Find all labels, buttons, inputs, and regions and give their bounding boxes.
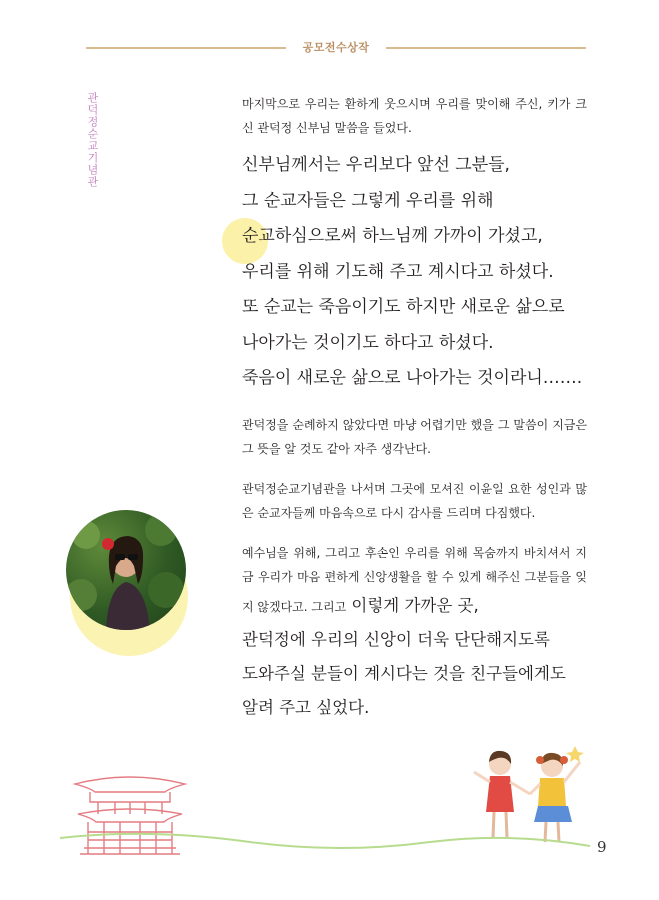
quote-line: 순교하심으로써 하느님께 가까이 가셨고, <box>242 226 543 246</box>
paragraph-4-small: 예수님을 위해, 그리고 후손인 우리를 위해 목숨까지 바치셔서 지금 우리가 마음 편하게 신앙생활을 할 수 있게 해주신 그분들을 잊지 않겠다고. 그리고 <box>242 545 587 614</box>
quote-line: 나아가는 것이기도 하다고 하셨다. <box>242 332 494 353</box>
paragraph-4-big-2: 관덕정에 우리의 신앙이 더욱 단단해지도록 <box>242 629 550 649</box>
page-header <box>86 36 586 60</box>
header-rule-right <box>386 47 586 49</box>
article-body <box>242 92 587 725</box>
paragraph-2: 관덕정을 순례하지 않았다면 마냥 어렵기만 했을 그 말씀이 지금은 그 뜻을 알 것도 같아 자주 생각난다. <box>242 417 587 456</box>
author-photo <box>70 510 190 660</box>
header-title: 공모전수상작 <box>302 41 370 54</box>
quote-line: 죽음이 새로운 삶으로 나아가는 것이라니……. <box>242 368 583 388</box>
quote-lines <box>242 148 587 397</box>
paragraph-3: 관덕정순교기념관을 나서며 그곳에 모셔진 이윤일 요한 성인과 많은 순교자들께 마음속으로 다시 감사를 드리며 다짐했다. <box>242 481 587 520</box>
header-rule-left <box>86 47 286 49</box>
side-title: 관덕정순교기념관 <box>86 92 99 188</box>
paragraph-4-big-4: 알려 주고 싶었다. <box>242 697 370 717</box>
portrait-photo <box>66 510 186 630</box>
page-number: 9 <box>597 838 607 856</box>
paragraph-4 <box>242 541 587 623</box>
quote-line: 신부님께서는 우리보다 앞선 그분들, <box>242 155 510 175</box>
quote-line: 또 순교는 죽음이기도 하지만 새로운 삶으로 <box>242 297 565 317</box>
paragraph-4-big-3: 도와주실 분들이 계시다는 것을 친구들에게도 <box>242 663 566 683</box>
quote-line: 그 순교자들은 그렇게 우리를 위해 <box>242 190 494 211</box>
paragraph-4-big-1: 이렇게 가까운 곳, <box>346 595 479 615</box>
quote-block <box>242 148 587 397</box>
quote-line: 우리를 위해 기도해 주고 계시다고 하셨다. <box>242 261 554 282</box>
footer-wave <box>0 820 659 880</box>
paragraph-intro: 마지막으로 우리는 환하게 웃으시며 우리를 맞이해 주신, 키가 크신 관덕정 신부님 말씀을 들었다. <box>242 97 587 135</box>
